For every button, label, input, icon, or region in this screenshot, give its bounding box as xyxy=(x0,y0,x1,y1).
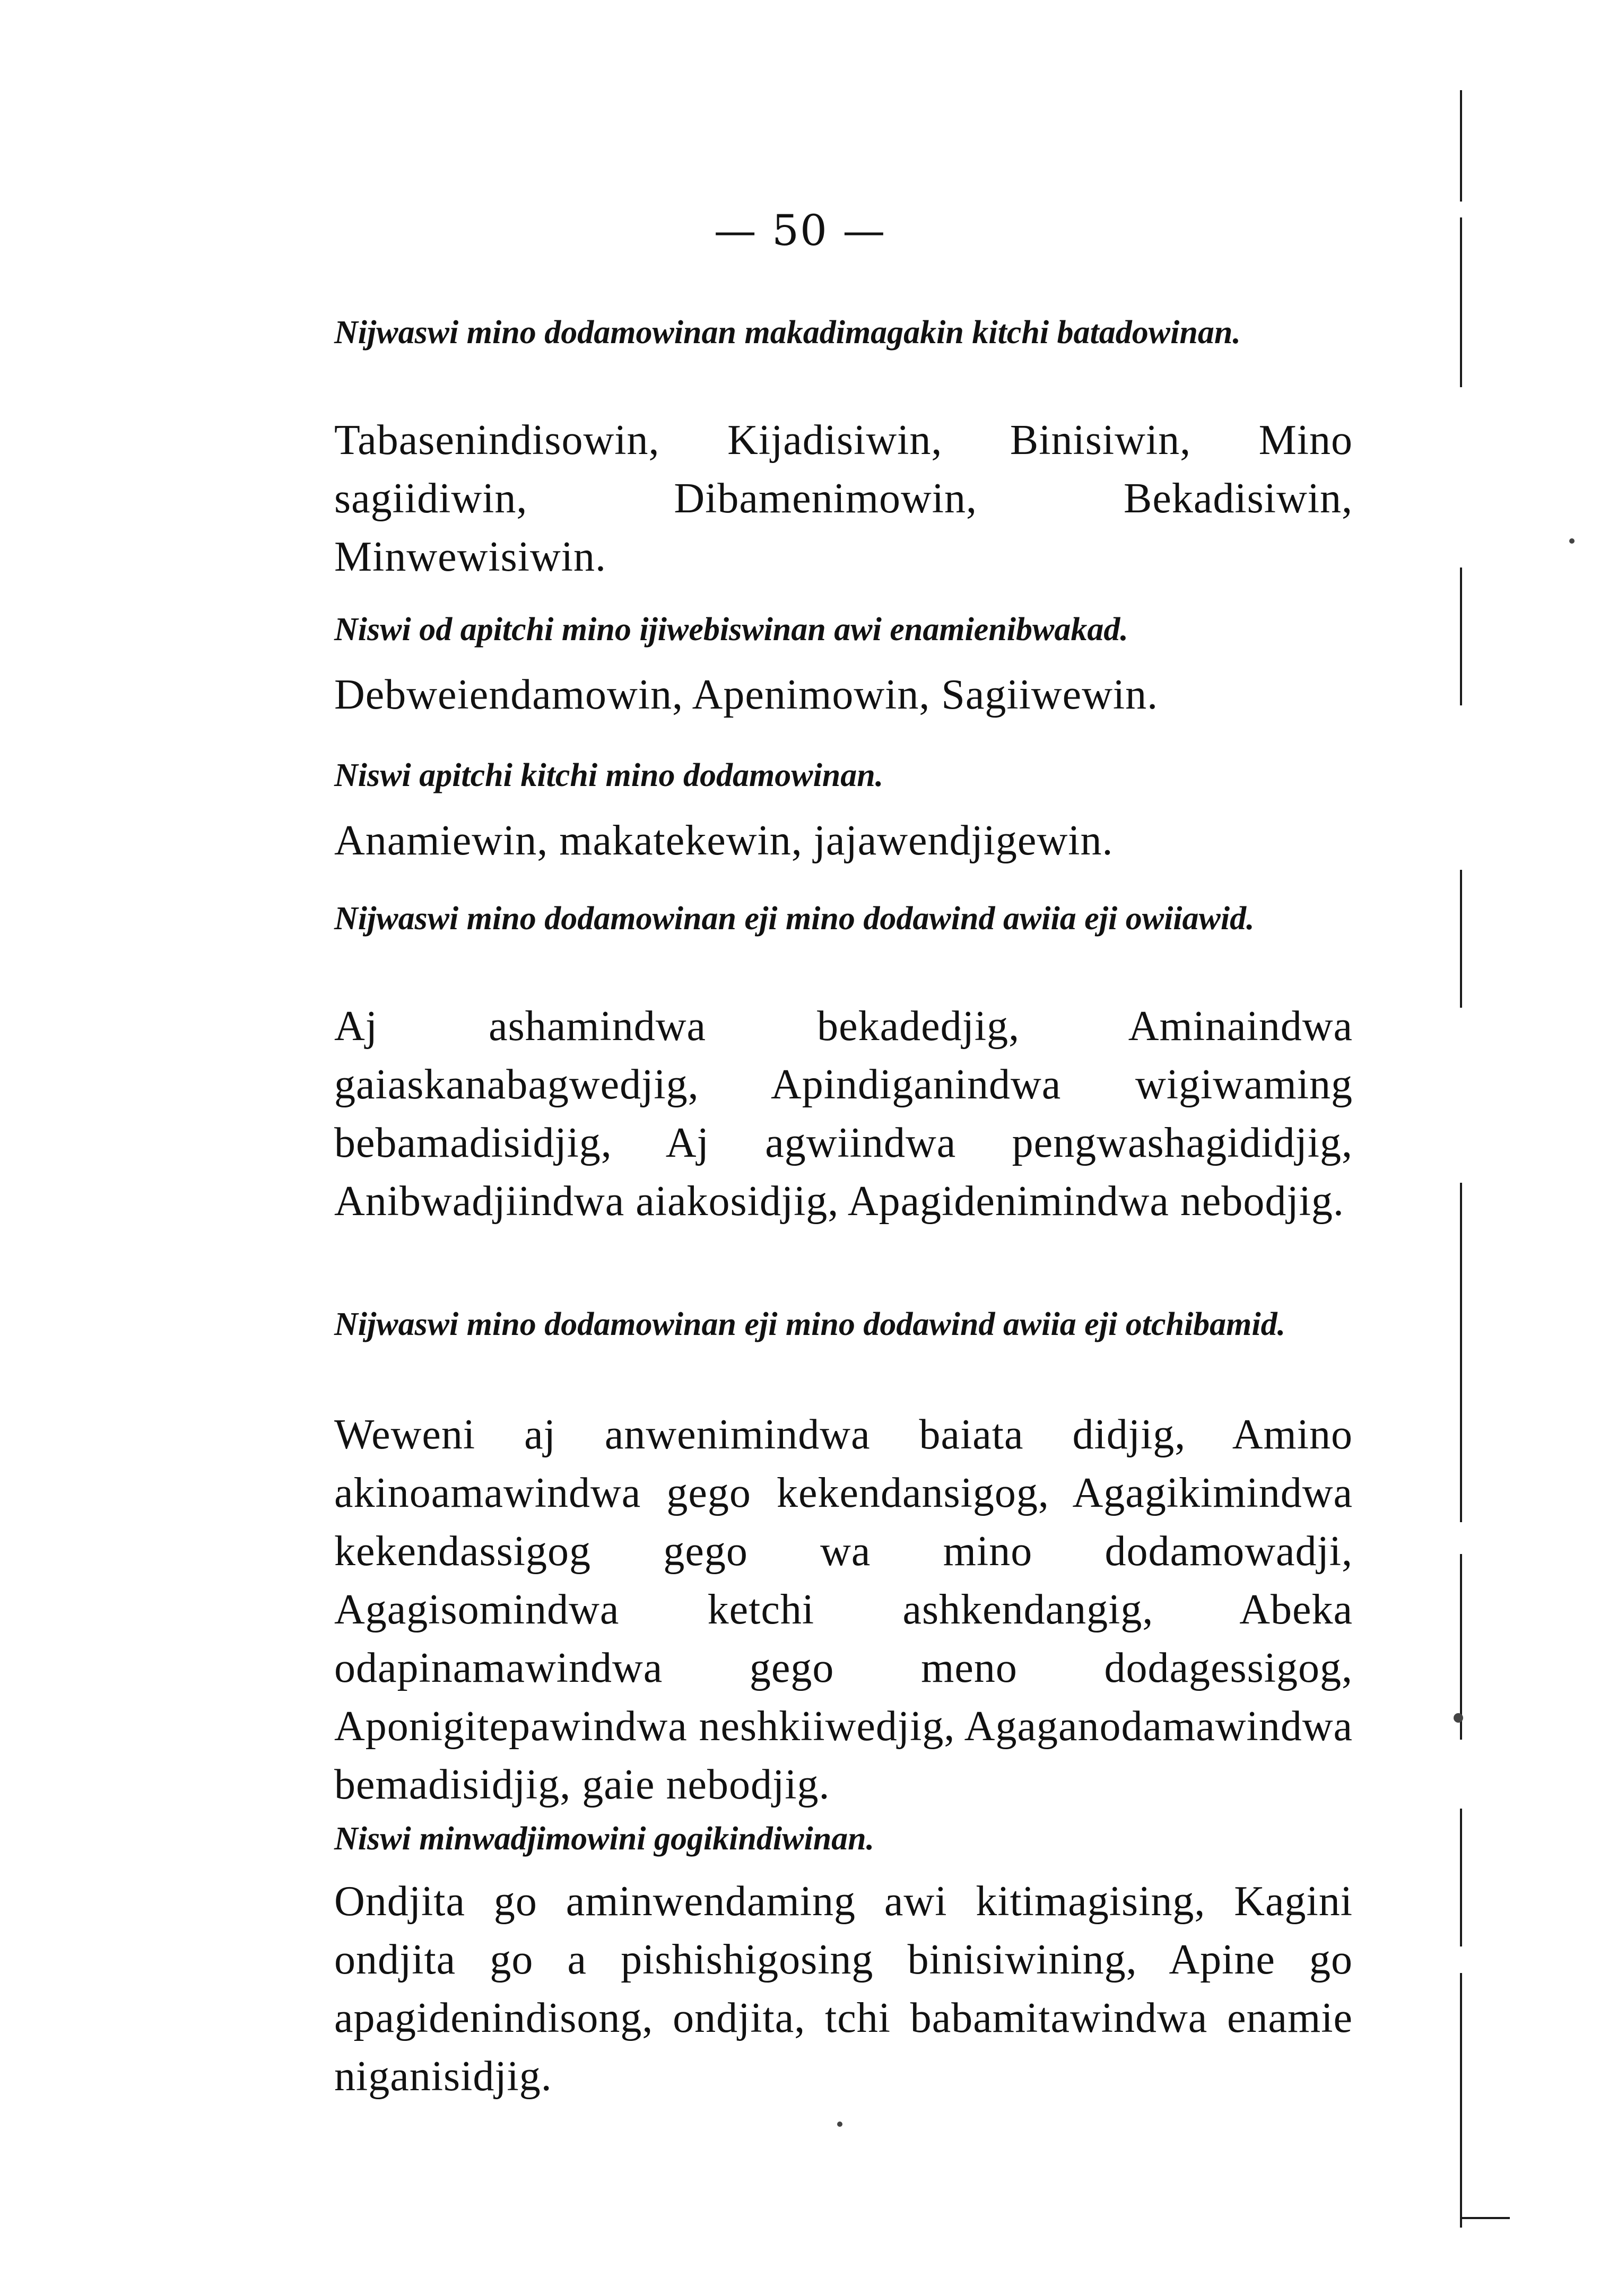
page-number: — 50 — xyxy=(714,206,886,255)
section-heading: Nijwaswi mino dodamowinan eji mino dodawind awiia eji owiiawid. xyxy=(334,901,1255,937)
section-heading: Niswi od apitchi mino ijiwebiswinan awi enamienibwakad. xyxy=(334,612,1128,648)
section-heading: Nijwaswi mino dodamowinan makadimagakin kitchi batadowinan. xyxy=(334,315,1241,351)
scan-edge-line xyxy=(1460,1973,1462,2228)
scan-edge-line xyxy=(1460,1183,1462,1522)
scan-edge-line xyxy=(1460,90,1462,202)
section-text: Anamiewin, makatekewin, jajawendjigewin. xyxy=(334,817,1114,864)
scan-edge-line xyxy=(1460,1554,1462,1740)
section-heading: Niswi minwadjimowini gogikindiwinan. xyxy=(334,1821,875,1857)
section-heading: Niswi apitchi kitchi mino dodamowinan. xyxy=(334,757,884,793)
section-text: Tabasenindisowin, Kijadisiwin, Binisiwin, Mino sagiidiwin, Dibamenimowin, Bekadisiwin, Minwewisiwin. xyxy=(334,417,1353,580)
section-text: Aj ashamindwa bekadedjig, Aminaindwa gaiaskanabagwedjig, Apindiganindwa wigiwaming bebamadisidjig, Aj agwiindwa pengwashagididjig, Anibwadjiindwa aiakosidjig, Apagidenimindwa nebodjig. xyxy=(334,1003,1353,1225)
scan-edge-line xyxy=(1460,870,1462,1008)
scan-edge-line xyxy=(1460,1809,1462,1946)
section-text: Debweiendamowin, Apenimowin, Sagiiwewin. xyxy=(334,671,1159,718)
scan-speck xyxy=(1569,538,1575,544)
section-text: Ondjita go aminwendaming awi kitimagising, Kagini ondjita go a pishishigosing binisiwining, Apine go apagidenindisong, ondjita, tchi babamitawindwa enamie niganisidjig. xyxy=(334,1878,1353,2100)
scan-speck xyxy=(837,2122,842,2127)
scan-edge-line xyxy=(1462,2217,1510,2219)
scan-speck xyxy=(1454,1713,1463,1723)
section-text: Weweni aj anwenimindwa baiata didjig, Amino akinoamawindwa gego kekendansigog, Agagikimindwa kekendassigog gego wa mino dodamowadji, Agagisomindwa ketchi ashkendangig, Abeka odapinamawindwa gego meno dodagessigog, Aponigitepawindwa neshkiiwedjig, Agaganodamawindwa bemadisidjig, gaie nebodjig. xyxy=(334,1411,1353,1808)
scan-edge-line xyxy=(1460,568,1462,705)
section-heading: Nijwaswi mino dodamowinan eji mino dodawind awiia eji otchibamid. xyxy=(334,1306,1286,1342)
